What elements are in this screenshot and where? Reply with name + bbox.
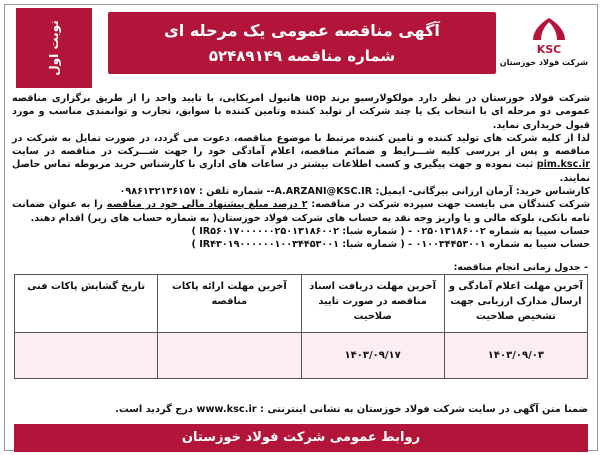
- invitation-text-b: ثبت نموده و جهت پیگیری و کسب اطلاعات بیشتر در ساعات های اداری با کارشناس خرید مربوطه تماس حاصل نمایند.: [12, 159, 590, 184]
- header: [10, 8, 592, 90]
- logo-company-name: شرکت فولاد خوزستان: [499, 58, 588, 67]
- tender-number: شماره مناقصه ۵۲۴۸۹۱۴۹: [208, 47, 396, 65]
- account-2-sheba: IR۴۳۰۱۹۰۰۰۰۰۰۱۰۰۳۴۴۵۳۰۰۱: [199, 239, 339, 251]
- account-2-text: حساب سیبا به شماره ۰۱۰۰۳۴۴۵۳۰۰۱ - ( شماره شبا:: [338, 239, 590, 251]
- publication-round-label: نوبت اول: [47, 20, 61, 76]
- account-2-close: ): [191, 239, 200, 251]
- publication-round-tag: [16, 8, 92, 88]
- paragraph-contact: [12, 185, 590, 198]
- schedule-value-cell: ۱۴۰۳/۰۹/۰۳: [444, 333, 587, 379]
- schedule-value-row: [15, 333, 588, 379]
- schedule-header-cell: تاریخ گشایش پاکات فنی: [15, 275, 158, 333]
- company-logo: [499, 16, 588, 88]
- public-relations-bar: روابط عمومی شرکت فولاد خوزستان: [14, 424, 588, 452]
- schedule-header-cell: آخرین مهلت ارائه پاکات مناقصه: [158, 275, 301, 333]
- pim-site-link[interactable]: pim.ksc.ir: [536, 159, 590, 171]
- website-note: [115, 404, 588, 415]
- brand-uop: uop: [305, 93, 326, 104]
- deposit-text-a: شرکت کنندگان می بایست جهت سپرده شرکت در مناقصه:: [307, 199, 591, 211]
- schedule-value-cell: [15, 333, 158, 379]
- account-1: [12, 225, 590, 238]
- logo-wordmark: KSC: [536, 43, 562, 56]
- account-1-close: ): [191, 225, 200, 237]
- account-1-text: حساب سپیا به شماره ۰۲۵۰۱۳۱۸۶۰۰۲ - ( شماره شبا:: [338, 225, 590, 237]
- account-2: [12, 238, 590, 251]
- title-box: [108, 12, 496, 74]
- schedule-header-cell: آخرین مهلت اعلام آمادگی و ارسال مدارک ارزیابی جهت تشخیص صلاحیت: [444, 275, 587, 333]
- website-note-a: ضمنا متن آگهی در سایت شرکت فولاد خوزستان به نشانی اینترنتی :: [256, 404, 588, 415]
- contact-text-a: کارشناس خرید: آرمان ارزانی بیرگانی- ایمیل:: [372, 186, 590, 198]
- ksc-site-link[interactable]: www.ksc.ir: [196, 404, 257, 415]
- notice-body: [12, 92, 590, 252]
- schedule-label: - جدول زمانی انجام مناقصه:: [453, 262, 588, 273]
- contact-email[interactable]: A.ARZANI@KSC.IR: [274, 186, 373, 198]
- schedule-header-row: [15, 275, 588, 333]
- deposit-amount: ۲ درصد مبلغ پیشنهاد مالی خود در مناقصه: [106, 199, 308, 211]
- deposit-text-b: را به عنوان ضمانت نامه بانکی، بلوکه مالی و یا واریز وجه نقد به حساب های شرکت فولاد خوزستان( به شماره حساب های زیر) اقدام دهند.: [12, 199, 590, 224]
- contact-phone: -- شماره تلفن : ۰۹۸۶۱۳۲۱۳۶۱۵۷: [119, 186, 275, 198]
- schedule-value-cell: [158, 333, 301, 379]
- invitation-text-a: لذا از کلیه شرکت های تولید کننده و تامین کننده مرتبط با موضوع مناقصه، دعوت می گردد، در صورت تمایل به شرکت در مناقصه و پس از بررسی کلیه شـــرایط و ضمائم مناقصه، اعلام آمادگی خود را جهت شـــرکت در مناقصه در سایت: [12, 132, 590, 158]
- schedule-value-cell: ۱۴۰۳/۰۹/۱۷: [301, 333, 444, 379]
- website-note-b: درج گردید است.: [115, 404, 197, 415]
- paragraph-intro: [12, 92, 590, 132]
- intro-text-a: شرکت فولاد خوزستان در نظر دارد مولکولارسیو برند: [325, 93, 591, 104]
- paragraph-invitation: [12, 132, 590, 185]
- schedule-header-cell: آخرین مهلت دریافت اسناد مناقصه در صورت تایید صلاحیت: [301, 275, 444, 333]
- intro-text-b: هانیول امریکایی، با تایید واحد را از طریق برگزاری مناقصه عمومی دو مرحله ای با انتخاب یک یا چند شرکت از تولید کننده وتامین کننده با سوابق، تجارب و توانمندی مناسب و مورد قبول خریداری نماید.: [12, 93, 590, 131]
- paragraph-deposit: [12, 198, 590, 225]
- ksc-emblem-icon: [523, 16, 575, 56]
- schedule-table: [14, 274, 588, 379]
- account-1-sheba: IR۵۶۰۱۷۰۰۰۰۰۰۲۵۰۱۳۱۸۶۰۰۲: [199, 225, 339, 237]
- notice-title: آگهی مناقصه عمومی یک مرحله ای: [164, 21, 440, 40]
